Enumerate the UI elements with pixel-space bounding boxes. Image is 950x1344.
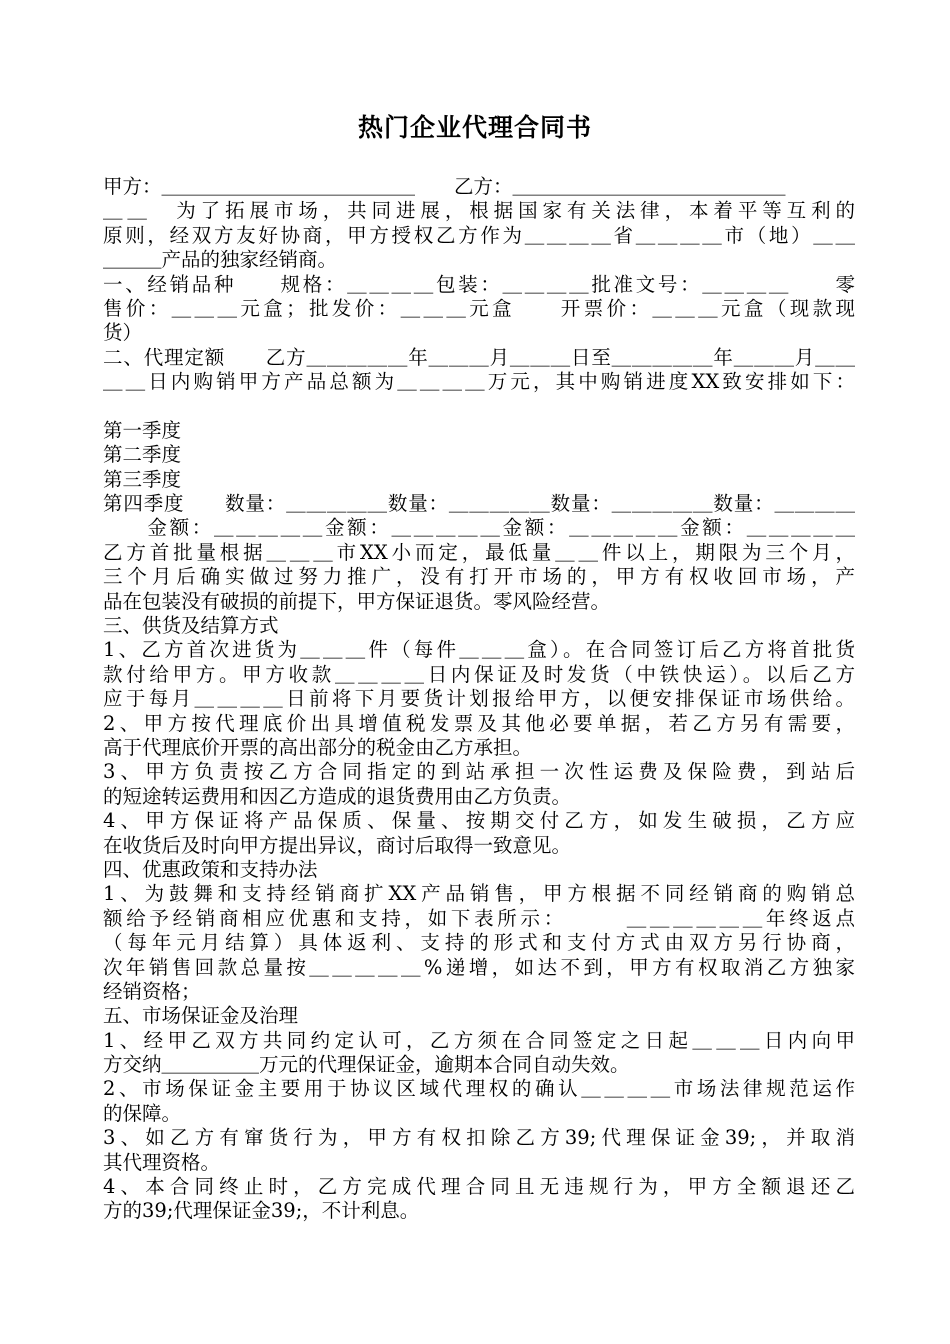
contract-line: 经销资格； [103,979,201,1003]
contract-line: 三个月后确实做过努力推广，没有打开市场的，甲方有权收回市场，产 [103,565,855,589]
contract-line: 其代理资格。 [103,1150,221,1174]
contract-line: 售价：＿＿＿元盒；批发价：＿＿＿元盒 开票价：＿＿＿元盒（现款现 [103,296,855,320]
contract-body [103,175,855,1224]
contract-line: 乙方首批量根据＿＿＿市XX小而定，最低量＿＿件以上，期限为三个月， [103,540,855,564]
contract-line: 第二季度 [103,443,182,467]
contract-line: 1、乙方首次进货为＿＿＿件（每件＿＿＿盒）。在合同签订后乙方将首批货 [103,638,855,662]
contract-line: ＿＿日内购销甲方产品总额为＿＿＿＿万元，其中购销进度XX致安排如下： [103,370,855,394]
contract-line: 甲方：＿＿＿＿＿＿＿＿＿＿＿＿＿ 乙方：＿＿＿＿＿＿＿＿＿＿＿＿＿＿ [103,175,786,198]
contract-line: 第一季度 [103,418,182,442]
contract-line: 第三季度 [103,467,182,491]
contract-line: 4、甲方保证将产品保质、保量、按期交付乙方，如发生破损，乙方应 [103,809,855,833]
contract-line: 第四季度 数量：＿＿＿＿＿数量：＿＿＿＿＿数量：＿＿＿＿＿数量：＿＿＿＿ [103,492,855,516]
contract-line: 2、市场保证金主要用于协议区域代理权的确认＿＿＿＿市场法律规范运作 [103,1077,855,1101]
document-title: 热门企业代理合同书 [357,113,592,142]
contract-line: 货） [103,321,143,345]
contract-line: 的短途转运费用和因乙方造成的退货费用由乙方负责。 [103,784,572,808]
contract-line: 五、市场保证金及治理 [103,1004,299,1028]
contract-line: 1、经甲乙双方共同约定认可，乙方须在合同签定之日起＿＿＿日内向甲 [103,1028,855,1052]
contract-line: 次年销售回款总量按＿＿＿＿＿%递增，如达不到，甲方有权取消乙方独家 [103,955,855,979]
contract-line: 1、为鼓舞和支持经销商扩XX产品销售，甲方根据不同经销商的购销总 [103,882,855,906]
contract-line: 二、代理定额 乙方＿＿＿＿＿年＿＿＿月＿＿＿日至＿＿＿＿＿年＿＿＿月＿＿ [103,345,855,369]
contract-line: ＿＿＿产品的独家经销商。 [103,248,338,272]
contract-line: 3、甲方负责按乙方合同指定的到站承担一次性运费及保险费，到站后 [103,760,855,784]
contract-line: ＿＿ 为了拓展市场，共同进展，根据国家有关法律，本着平等互利的 [103,199,855,223]
contract-line: 一、经销品种 规格：＿＿＿＿包装：＿＿＿＿批准文号：＿＿＿＿ 零 [103,272,855,296]
contract-line: 高于代理底价开票的高出部分的税金由乙方承担。 [103,735,533,759]
contract-line: 的保障。 [103,1101,182,1125]
contract-line [103,395,855,419]
contract-line: （每年元月结算）具体返利、支持的形式和支付方式由双方另行协商， [103,931,855,955]
contract-line: 4、本合同终止时，乙方完成代理合同且无违规行为，甲方全额退还乙 [103,1175,855,1199]
contract-line: 三、供货及结算方式 [103,614,279,638]
contract-line: 额给予经销商相应优惠和支持，如下表所示： ＿＿＿＿＿＿年终返点 [103,906,855,930]
contract-line: 四、优惠政策和支持办法 [103,857,318,881]
contract-line: 款付给甲方。甲方收款＿＿＿＿日内保证及时发货（中铁快运）。以后乙方 [103,662,855,686]
contract-line: 品在包装没有破损的前提下，甲方保证退货。零风险经营。 [103,589,611,613]
contract-line: 2、甲方按代理底价出具增值税发票及其他必要单据，若乙方另有需要， [103,711,855,735]
contract-line: 在收货后及时向甲方提出异议，商讨后取得一致意见。 [103,833,572,857]
contract-line: 金额：＿＿＿＿＿金额：＿＿＿＿＿金额：＿＿＿＿＿金额：＿＿＿＿＿ [103,516,855,540]
contract-line: 应于每月＿＿＿＿日前将下月要货计划报给甲方，以便安排保证市场供给。 [103,687,855,711]
contract-line: 原则，经双方友好协商，甲方授权乙方作为＿＿＿＿省＿＿＿＿市（地）＿＿ [103,223,855,247]
contract-line: 3、如乙方有窜货行为，甲方有权扣除乙方39;代理保证金39;，并取消 [103,1126,855,1150]
contract-line: 方交纳＿＿＿＿＿万元的代理保证金，逾期本合同自动失效。 [103,1053,630,1077]
contract-line: 方的39;代理保证金39;，不计利息。 [103,1199,420,1223]
